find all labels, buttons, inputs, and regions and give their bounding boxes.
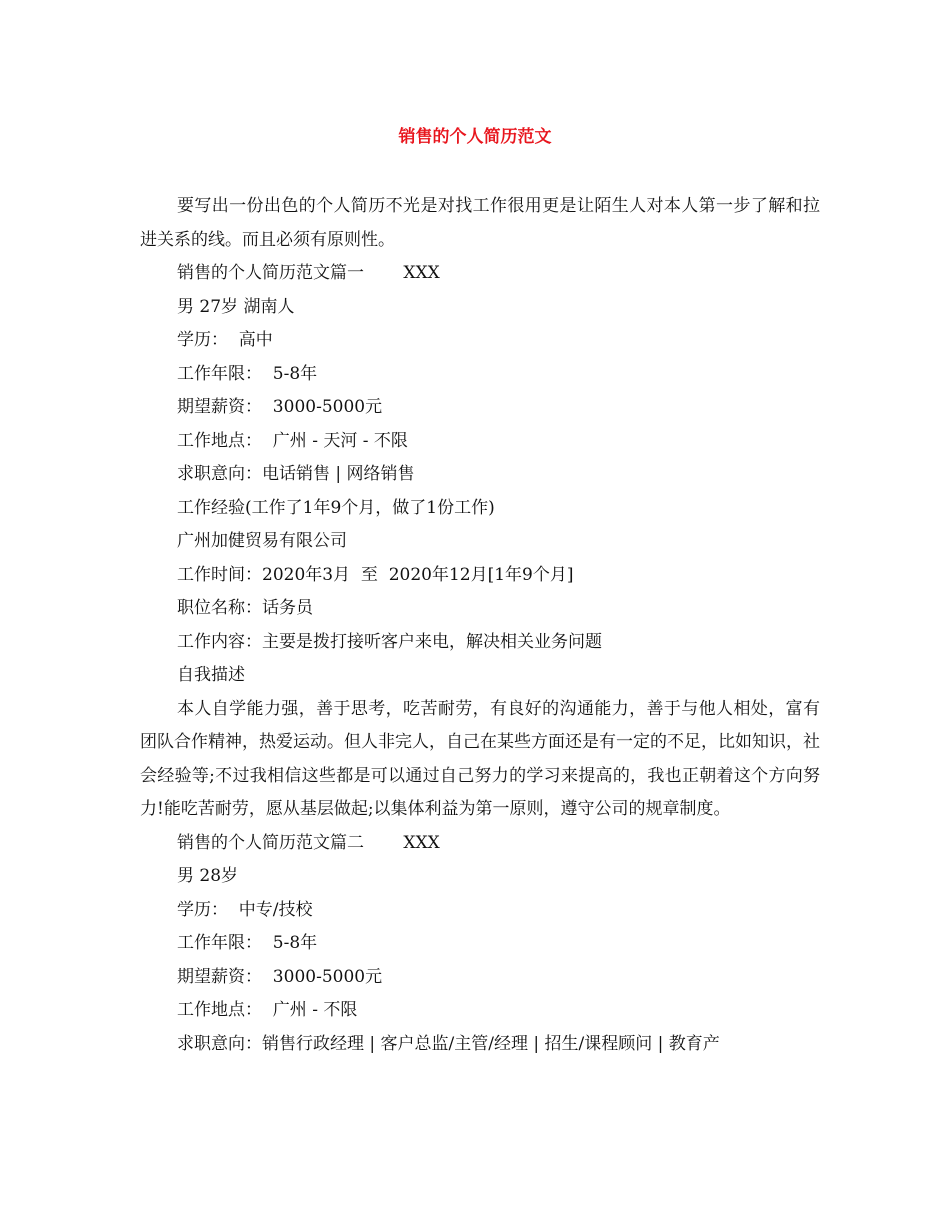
resume1-education: 学历： 高中 [177,330,273,350]
resume1-self-description: 本人自学能力强，善于思考，吃苦耐劳，有良好的沟通能力，善于与他人相处，富有团队合作精神，热爱运动。但人非完人，自己在某些方面还是有一定的不足，比如知识，社会经验等;不过我相信这些都是可以通过自己努力的学习来提高的，我也正朝着这个方向努力!能吃苦耐劳，愿从基层做起;以集体利益为第一原则，遵守公司的规章制度。 [140,698,820,819]
resume2-work-years: 工作年限： 5-8年 [177,933,318,953]
resume1-self-heading: 自我描述 [177,665,245,685]
resume1-job-intent: 求职意向：电话销售 | 网络销售 [177,464,415,484]
resume1-duties: 工作内容：主要是拨打接听客户来电，解决相关业务问题 [177,631,602,652]
intro-paragraph: 要写出一份出色的个人简历不光是对找工作很用更是让陌生人对本人第一步了解和拉进关系的线。而且必须有原则性。 [140,196,820,250]
resume1-position: 职位名称：话务员 [177,598,313,618]
resume1-heading: 销售的个人简历范文篇一 XXX [177,263,440,283]
resume1-work-period: 工作时间：2020年3月 至 2020年12月[1年9个月] [177,564,574,585]
resume2-basic-info: 男 28岁 [177,866,239,886]
resume1-experience-summary: 工作经验(工作了1年9个月，做了1份工作) [177,497,495,518]
resume1-expected-salary: 期望薪资： 3000-5000元 [177,397,383,417]
resume1-work-location: 工作地点： 广州 - 天河 - 不限 [177,430,408,451]
resume1-basic-info: 男 27岁 湖南人 [177,296,295,317]
resume2-education: 学历： 中专/技校 [177,899,313,920]
resume2-job-intent: 求职意向：销售行政经理 | 客户总监/主管/经理 | 招生/课程顾问 | 教育产 [177,1033,720,1054]
resume1-company: 广州加健贸易有限公司 [177,531,347,551]
resume2-work-location: 工作地点： 广州 - 不限 [177,1000,358,1020]
resume1-work-years: 工作年限： 5-8年 [177,363,318,384]
resume2-heading: 销售的个人简历范文篇二 XXX [177,832,440,853]
document-body [140,190,820,1061]
document-title: 销售的个人简历范文 [398,127,552,147]
resume2-expected-salary: 期望薪资： 3000-5000元 [177,966,383,987]
